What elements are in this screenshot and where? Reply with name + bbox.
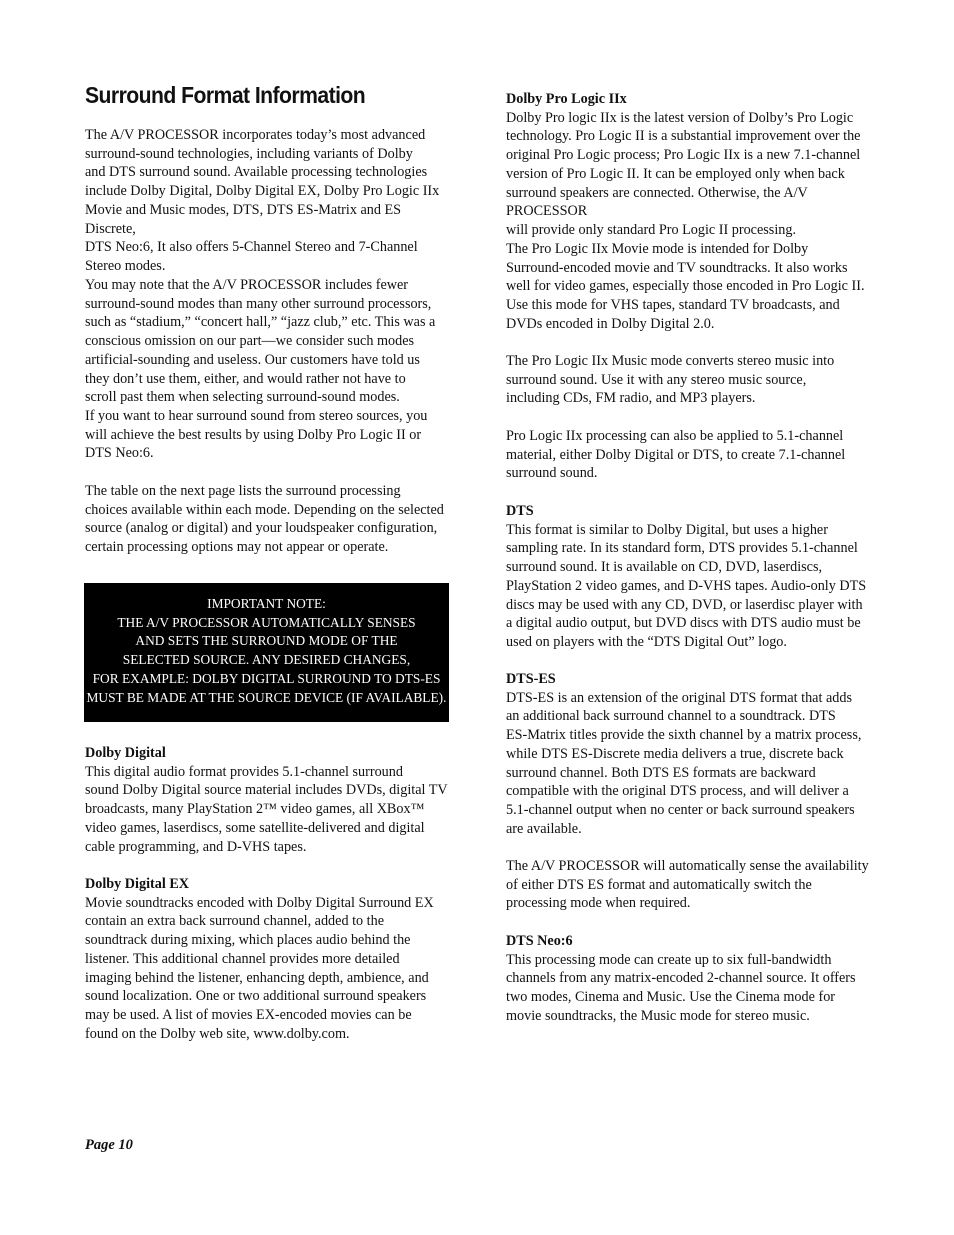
pro-logic-iix-movie-paragraph: The Pro Logic IIx Movie mode is intended for Dolby Surround-encoded movie and TV soundtracks. It also works well for video games, especially those encoded in Pro Logic II. Use this mode for VHS tapes, standard TV broadcasts, and DVDs encoded in Dolby Digital 2.0. <box>506 241 865 332</box>
table-reference-paragraph: The table on the next page lists the surround processing choices available within each mode. Depending on the selected source (analog or digital) and your loudspeaker configuration, certain processing options may not appear or operate. <box>85 483 444 556</box>
dts-body: This format is similar to Dolby Digital, but uses a higher sampling rate. In its standard form, DTS provides 5.1-channel surround sound. It is available on CD, DVD, laserdiscs, PlayStation 2 video games, and D-VHS tapes. Audio-only DTS discs may be used with any CD, DVD, or laserdisc player with a digital audio output, but DVD discs with DTS audio must be used on players with the “DTS Digital Out” logo. <box>506 521 867 650</box>
intro-paragraph: The A/V PROCESSOR incorporates today’s most advanced surround-sound technologies, including variants of Dolby and DTS surround sound. Available processing technologies include Dolby Digital, Dolby Digital EX, Dolby Pro Logic IIx Movie and Music modes, DTS, DTS ES-Matrix and ES Discrete, DTS Neo:6, It also offers 5-Channel Stereo and 7-Channel Stereo modes. <box>85 127 440 274</box>
dts-es-section <box>506 670 876 838</box>
pro-logic-iix-section <box>506 90 876 240</box>
important-note-box <box>84 583 449 722</box>
dts-neo6-body: This processing mode can create up to six full-bandwidth channels from any matrix-encoded 2-channel source. It offers two modes, Cinema and Music. Use the Cinema mode for movie soundtracks, the Music mode for stereo music. <box>506 951 856 1024</box>
dolby-digital-ex-section <box>85 875 455 1043</box>
dolby-digital-body: This digital audio format provides 5.1-channel surround sound Dolby Digital source material includes DVDs, digital TV broadcasts, many PlayStation 2™ video games, all XBox™ video games, laserdiscs, some satellite-delivered and digital cable programming, and D-VHS tapes. <box>85 763 448 855</box>
pro-logic-iix-heading: Dolby Pro Logic IIx <box>506 91 627 107</box>
important-note-text: IMPORTANT NOTE: THE A/V PROCESSOR AUTOMATICALLY SENSES AND SETS THE SURROUND MODE OF THE SELECTED SOURCE. ANY DESIRED CHANGES, FOR EXAMPLE: DOLBY DIGITAL SURROUND TO DTS-ES MUST BE MADE AT THE SOURCE DEVICE (IF AVAILABLE). <box>86 596 447 705</box>
dts-neo6-heading: DTS Neo:6 <box>506 933 573 949</box>
dts-neo6-section <box>506 932 876 1026</box>
dts-es-heading: DTS-ES <box>506 671 556 687</box>
dolby-digital-section <box>85 744 455 856</box>
dts-heading: DTS <box>506 503 534 519</box>
dts-section <box>506 502 876 652</box>
page-number: Page 10 <box>85 1137 133 1153</box>
dolby-digital-heading: Dolby Digital <box>85 745 166 761</box>
page-title: Surround Format Information <box>85 82 366 108</box>
pro-logic-iix-body: Dolby Pro logic IIx is the latest version of Dolby’s Pro Logic technology. Pro Logic II is a substantial improvement over the original Pro Logic process; Pro Logic IIx is a new 7.1-channel version of Pro Logic II. It can be employed only when back surround speakers are connected. Otherwise, the A/V PROCESSOR will provide only standard Pro Logic II processing. <box>506 109 861 238</box>
dolby-digital-ex-body: Movie soundtracks encoded with Dolby Digital Surround EX contain an extra back surround channel, added to the soundtrack during mixing, which places audio behind the listener. This additional channel provides more detailed imaging behind the listener, enhancing depth, ambience, and sound localization. One or two additional surround speakers may be used. A list of movies EX-encoded movies can be found on the Dolby web site, www.dolby.com. <box>85 894 434 1042</box>
pro-logic-iix-music-paragraph: The Pro Logic IIx Music mode converts stereo music into surround sound. Use it with any stereo music source, including CDs, FM radio, and MP3 players. <box>506 353 835 407</box>
modes-paragraph: You may note that the A/V PROCESSOR includes fewer surround-sound modes than many other surround processors, such as “stadium,” “concert hall,” “jazz club,” etc. This was a conscious omission on our part—we consider such modes artificial-sounding and useless. Our customers have told us they don’t use them, either, and would rather not have to scroll past them when selecting surround-sound modes. If you want to hear surround sound from stereo sources, you will achieve the best results by using Dolby Pro Logic II or DTS Neo:6. <box>85 277 436 462</box>
dolby-digital-ex-heading: Dolby Digital EX <box>85 876 190 892</box>
pro-logic-iix-51-paragraph: Pro Logic IIx processing can also be applied to 5.1-channel material, either Dolby Digital or DTS, to create 7.1-channel surround sound. <box>506 428 846 482</box>
dts-es-body: DTS-ES is an extension of the original DTS format that adds an additional back surround channel to a soundtrack. DTS ES-Matrix titles provide the sixth channel by a matrix process, while DTS ES-Discrete media delivers a true, discrete back surround channel. Both DTS ES formats are backward compatible with the original DTS process, and will deliver a 5.1-channel output when no center or back surround speakers are available. <box>506 689 862 837</box>
dts-es-sense-paragraph: The A/V PROCESSOR will automatically sense the availability of either DTS ES format and automatically switch the processing mode when required. <box>506 858 869 912</box>
